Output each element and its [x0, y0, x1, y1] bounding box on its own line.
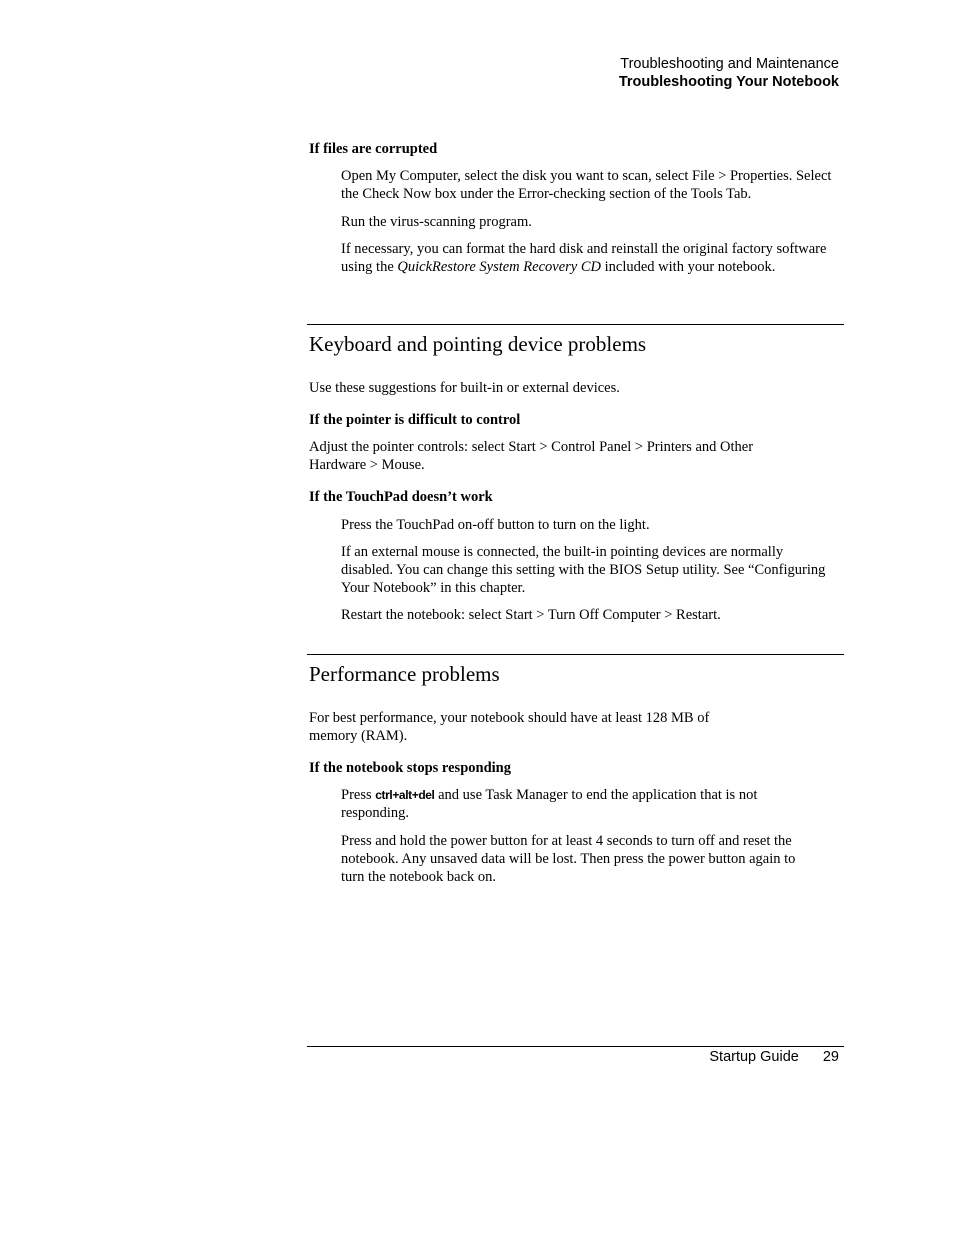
files-corrupted-step-1: Open My Computer, select the disk you want to scan, select File > Properties. Select the Check Now box under the Error-checking section of the Tools Tab.	[341, 168, 832, 202]
keyboard-section-title: Keyboard and pointing device problems	[309, 332, 647, 356]
performance-intro: For best performance, your notebook should have at least 128 MB of memory (RAM).	[309, 710, 710, 744]
step-1-text-before: Press	[341, 787, 376, 803]
files-corrupted-step-2: Run the virus-scanning program.	[341, 214, 532, 230]
stops-responding-step-1	[341, 786, 811, 822]
pointer-text: Adjust the pointer controls: select Start > Control Panel > Printers and Other Hardware > Mouse.	[309, 439, 754, 473]
stops-responding-step-2: Press and hold the power button for at least 4 seconds to turn off and reset the notebook. Any unsaved data will be lost. Then press the power button again to turn the notebook back on.	[341, 833, 796, 885]
touchpad-heading: If the TouchPad doesn’t work	[309, 489, 493, 505]
section-divider	[307, 324, 844, 325]
performance-section-title: Performance problems	[309, 662, 500, 686]
footer-rule	[307, 1046, 844, 1047]
section-divider	[307, 654, 844, 655]
running-header	[619, 55, 839, 91]
page-number: 29	[822, 1049, 839, 1065]
step-3-text-before: If necessary, you can format the hard disk and reinstall the original factory software using the	[341, 241, 827, 275]
touchpad-step-1: Press the TouchPad on-off button to turn on the light.	[341, 517, 650, 533]
recovery-cd-title: QuickRestore System Recovery CD	[397, 259, 601, 275]
footer-guide-title: Startup Guide	[709, 1049, 799, 1065]
running-header-section: Troubleshooting Your Notebook	[618, 74, 839, 90]
stops-responding-heading: If the notebook stops responding	[309, 760, 511, 776]
touchpad-step-3: Restart the notebook: select Start > Turn Off Computer > Restart.	[341, 607, 721, 623]
keyboard-intro: Use these suggestions for built-in or external devices.	[309, 380, 620, 396]
running-header-chapter: Troubleshooting and Maintenance	[620, 56, 839, 72]
files-corrupted-heading: If files are corrupted	[309, 141, 438, 157]
files-corrupted-step-3	[341, 240, 836, 276]
step-3-text-after: included with your notebook.	[600, 259, 776, 275]
key-combination: ctrl+alt+del	[375, 788, 435, 802]
pointer-heading: If the pointer is difficult to control	[309, 412, 521, 428]
footer	[709, 1048, 839, 1066]
touchpad-step-2: If an external mouse is connected, the built-in pointing devices are normally disabled. You can change this setting with the BIOS Setup utility. See “Configuring Your Notebook” in this chapter.	[341, 544, 826, 596]
step-1-text-after: and use Task Manager to end the application that is not responding.	[341, 787, 758, 821]
